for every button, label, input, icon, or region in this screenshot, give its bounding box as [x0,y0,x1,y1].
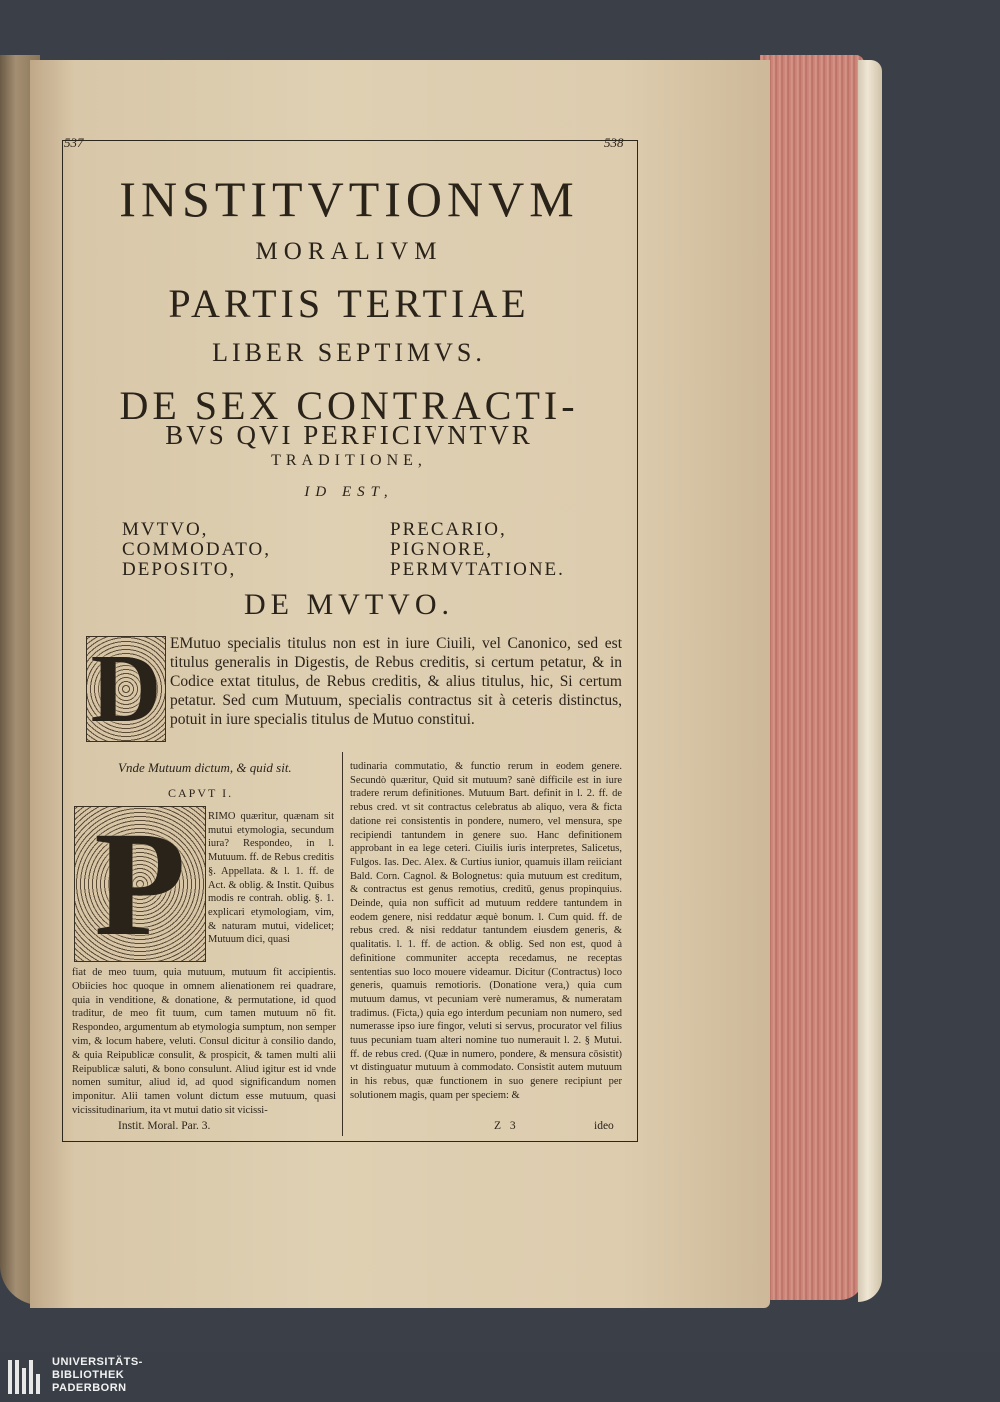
library-name-line-1: UNIVERSITÄTS- [52,1356,143,1368]
column-divider [342,752,343,1136]
contracts-column-2 [390,520,565,580]
library-name-line-3: PADERBORN [52,1382,127,1394]
library-logo-icon [8,1360,44,1394]
library-footer-bar [0,1352,1000,1402]
contract-item: PIGNORE, [390,539,494,560]
library-name [52,1356,143,1395]
initial-letter: P [94,801,186,967]
folio-left: 537 [64,135,84,150]
title-line-7: TRADITIONE, [271,452,427,469]
book-cover-edge [858,60,882,1302]
contract-item: MVTVO, [122,519,209,540]
contract-item: DEPOSITO, [122,559,237,580]
initial-letter: D [90,635,162,743]
folio-right: 538 [604,135,624,150]
chapter-label: CAPVT I. [168,786,234,800]
title-line-3: PARTIS TERTIAE [168,281,530,326]
contract-item: PRECARIO, [390,519,507,540]
page-fore-edge [760,55,864,1300]
title-line-2: MORALIVM [255,238,443,265]
id-est: ID EST, [304,484,394,500]
contracts-column-1 [122,520,271,580]
ornamental-initial-p [74,801,206,967]
footer-signature: Z 3 [494,1120,519,1132]
title-line-4: LIBER SEPTIMVS. [212,338,486,367]
footer-catchword: ideo [594,1120,614,1132]
title-line-6: BVS QVI PERFICIVNTVR [165,420,533,450]
title-line-5: DE SEX CONTRACTI- [119,383,579,428]
right-column-text: tudinaria commutatio, & functio rerum in eodem genere. Secundò quæritur, Quid sit mutuum? sanè difficile est in iure tradere rerum definitiones. Mutuum Bart. definit in l. 2. ff. de rebus cred. vt sit contractus celebratus ab aliquo, vera & ficta datione rei consistentis in pondere, numero, vel mensura, spe recipiendi tantundem in genere suo. Hanc definitionem approbant in ea lege ceteri. Ciuilis iuris interpretes, Salicetus, Fulgos. Ias. Dec. Alex. & Curtius iunior, quamuis illam reiiciant Bald. Corn. Cagnol. & Bolognetus: quia mutuum est creditum, & contractus est genus remotius, creditū, genus propinquius. Deinde, quia non sufficit ad mutuum reddere tantundem in eodem genere, nisi reddatur æquè bonum. l. Cum quid. ff. de rebus cred. & nisi reddatur tantundem eiusdem generis, & qualitatis. l. 1. ff. de action. & oblig. Sed non est, quod à definitione communiter accepta recedamus, ne receptas sententias suo loco mouere videamur. Dicitur (Contractus) loco generis, quamuis remotioris. (Donatione vera,) quia cum mutuum damus, vt pecuniam verè numeramus, & numeratam tradimus. (Ficta,) quia ego interdum pecuniam non numero, sed numerasse ipso iure fingor, veluti si servus, procurator vel filius tuus pecuniam tuam alteri nomine tuo numerauit l. 2. § Mutui. ff. de rebus cred. (Quæ in numero, pondere, & mensura cōsistit) vt distinguatur mutuum à commodato. Consistit autem mutuum in his rebus, quæ functionem in suo genere recipiunt per solutionem magis, quam per speciem: & [350,761,622,1101]
chapter-subheading: Vnde Mutuum dictum, & quid sit. [118,760,292,775]
title-line-1: INSTITVTIONVM [119,171,579,227]
footer-running-title: Instit. Moral. Par. 3. [118,1120,211,1132]
intro-paragraph: EMutuo specialis titulus non est in iure Ciuili, vel Canonico, sed est titulus generalis in Digestis, de Rebus creditis, si certum petatur, & in Codice extat titulus, de Rebus creditis, & alius titulus, hic, Si certum petatur. Sed cum Mutuum, specialis contractus sit à ceteris distinctus, potuit in iure specialis titulus de Mutuo constitui. [170,635,622,728]
left-column-bottom-text: fiat de meo tuum, quia mutuum, mutuum fit accipientis. Obiicies hoc quoque in omnem alienationem rei quadrare, quia in venditione, & donatione, & permutatione, id quod traditur, de meo fit tuum, cum tamen mutuum nō fit. Respondeo, argumentum ab etymologia sumptum, non semper vim, & locum habere, veluti. Consul dicitur à consilio dando, & quia Reipublicæ consulit, & prospicit, & tamen multi alii Reipublicæ saluti, & bono consulunt. Aliud igitur est id vnde nomen sumitur, aliud id, ad quod significandum nomen imponitur. Alii tamen volunt dictum esse mutuum, quasi vicissitudinarium, ita vt mutui datio sit vicissi- [72,967,336,1116]
contract-item: PERMVTATIONE. [390,559,565,580]
left-column-top-text: RIMO quæritur, quænam sit mutui etymologia, secundum iura? Respondeo, in l. Mutuum. ff. de Rebus creditis §. Appellata. & l. 1. ff. de Act. & oblig. & Instit. Quibus modis re contrah. oblig. §. 1. explicari etymologiam, vim, & naturam mutui, videlicet; Mutuum dici, quasi [208,811,334,946]
contract-item: COMMODATO, [122,539,271,560]
section-title: DE MVTVO. [244,588,454,621]
ornamental-initial-d [86,636,166,742]
library-name-line-2: BIBLIOTHEK [52,1369,125,1381]
